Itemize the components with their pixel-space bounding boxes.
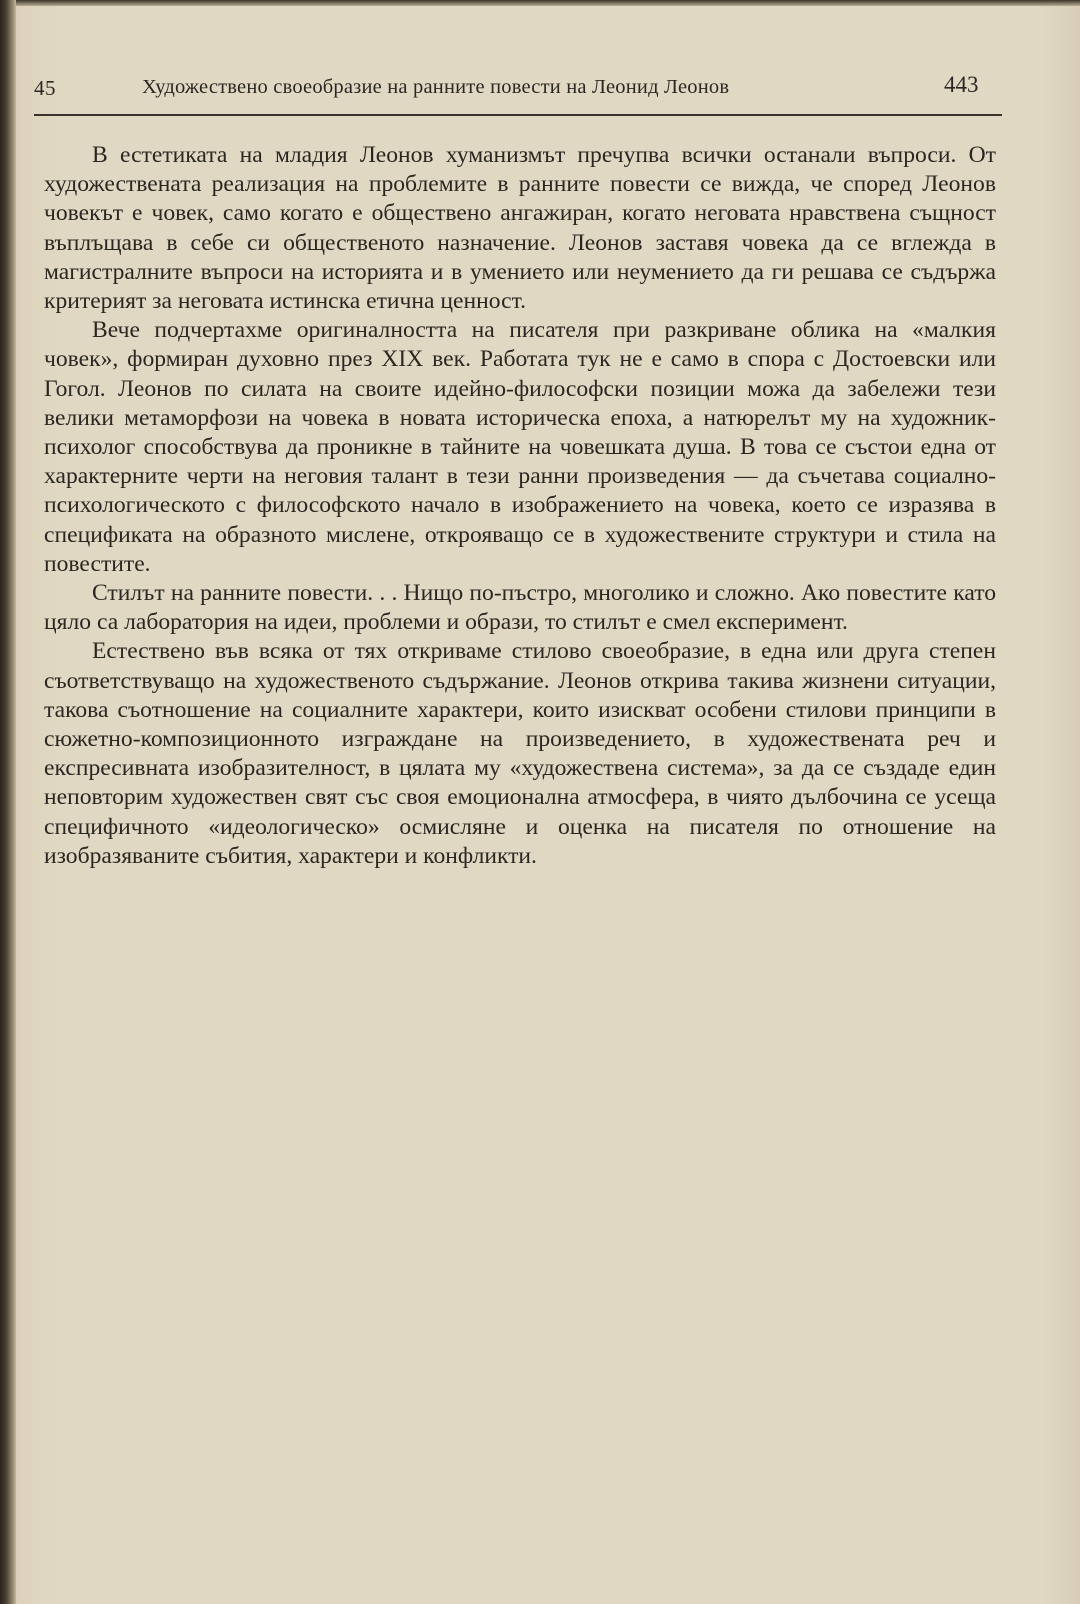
running-header — [34, 72, 1004, 106]
page-top-edge — [16, 0, 1080, 6]
running-title: Художествено своеобразие на ранните повести на Леонид Леонов — [142, 76, 730, 98]
header-rule — [34, 114, 1002, 116]
page-number-left: 45 — [34, 76, 56, 100]
page-number-right: 443 — [944, 72, 979, 97]
paragraph-3: Стилът на ранните повести. . . Нищо по-пъстро, многолико и сложно. Ако повестите като цяло са лаборатория на идеи, проблеми и образи, то стилът е смел експеримент. — [44, 580, 996, 636]
paragraph-1: В естетиката на младия Леонов хуманизмът пречупва всички останали въпроси. От художествената реализация на проблемите в ранните повести се вижда, че според Леонов човекът е човек, само когато е обществено ангажиран, когато неговата нравствена същност въплъщава в себе си общественото назначение. Леонов заставя човека да се вглежда в магистралните въпроси на историята и в умението или неумението да ги решава се съдържа критерият за неговата истинска етична ценност. — [44, 142, 996, 315]
body-text — [44, 141, 996, 871]
paragraph-4: Естествено във всяка от тях откриваме стилово своеобразие, в една или друга степен съответствуващо на художественото съдържание. Леонов открива такива жизнени ситуации, такова съотношение на социалните характери, които изискват особени стилови принципи в сюжетно-композиционното изграждане на произведението, в художествената реч и експресивната изобразителност, в цялата му «художествена система», за да се създаде един неповторим художествен свят със своя емоционална атмосфера, в чиято дълбочина се усеща специфичното «идеологическо» осмисляне и оценка на писателя по отношение на изобразяваните събития, характери и конфликти. — [44, 638, 996, 869]
book-spine-shadow — [0, 0, 16, 1604]
paragraph-2: Вече подчертахме оригиналността на писателя при разкриване облика на «малкия човек», формиран духовно през XIX век. Работата тук не е само в спора с Достоевски или Гогол. Леонов по силата на своите идейно-философски позиции можа да забележи тези велики метаморфози на човека в новата историческа епоха, а натюрелът му на художник-психолог способствува да проникне в тайните на човешката душа. В това се състои една от характерните черти на неговия талант в тези ранни произведения — да съчетава социално-психологическото с философското начало в изображението на човека, което се изразява в спецификата на образното мислене, открояващо се в художествените структури и стила на повестите. — [44, 317, 996, 577]
